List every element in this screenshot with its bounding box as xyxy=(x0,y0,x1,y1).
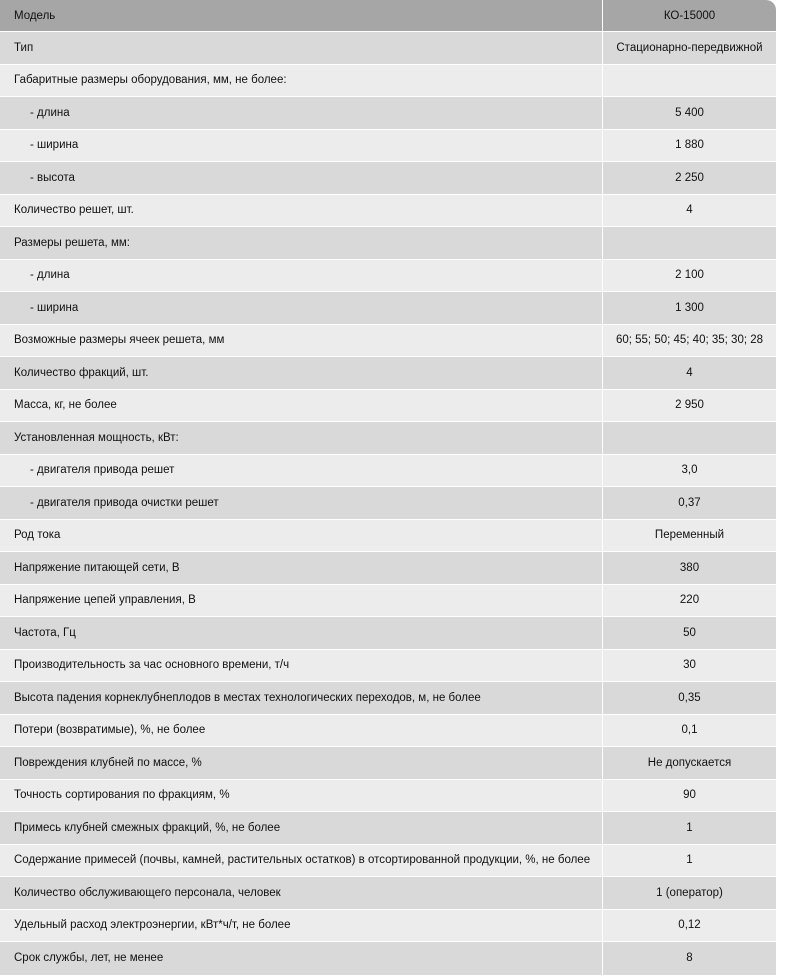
row-label: Примесь клубней смежных фракций, %, не более xyxy=(0,812,602,844)
row-value: 1 (оператор) xyxy=(602,877,776,909)
row-value: 50 xyxy=(602,617,776,649)
row-label: Срок службы, лет, не менее xyxy=(0,942,602,975)
row-value: 220 xyxy=(602,585,776,617)
table-row xyxy=(0,130,776,163)
table-row xyxy=(0,32,776,65)
table-row xyxy=(0,357,776,390)
row-label: - длина xyxy=(0,260,602,292)
row-value: 0,37 xyxy=(602,487,776,519)
header-label: Модель xyxy=(0,0,602,31)
table-row xyxy=(0,325,776,358)
table-row xyxy=(0,65,776,98)
row-value: 2 100 xyxy=(602,260,776,292)
row-value: 30 xyxy=(602,650,776,682)
row-label: Частота, Гц xyxy=(0,617,602,649)
table-row xyxy=(0,520,776,553)
table-row xyxy=(0,650,776,683)
row-value: 1 300 xyxy=(602,292,776,324)
row-label: - двигателя привода очистки решет xyxy=(0,487,602,519)
table-row xyxy=(0,845,776,878)
table-row xyxy=(0,227,776,260)
table-row xyxy=(0,682,776,715)
row-value: Не допускается xyxy=(602,747,776,779)
table-row xyxy=(0,390,776,423)
row-label: Количество обслуживающего персонала, человек xyxy=(0,877,602,909)
table-row xyxy=(0,97,776,130)
row-label: Точность сортирования по фракциям, % xyxy=(0,780,602,812)
row-label: Содержание примесей (почвы, камней, растительных остатков) в отсортированной продукции, %, не более xyxy=(0,845,602,877)
row-label: Установленная мощность, кВт: xyxy=(0,422,602,454)
header-model: КО-15000 xyxy=(602,0,776,31)
row-label: Масса, кг, не более xyxy=(0,390,602,422)
row-label: Потери (возвратимые), %, не более xyxy=(0,715,602,747)
row-value xyxy=(602,227,776,259)
row-value: 60; 55; 50; 45; 40; 35; 30; 28 xyxy=(602,325,776,357)
row-value: 1 xyxy=(602,845,776,877)
row-label: Производительность за час основного времени, т/ч xyxy=(0,650,602,682)
table-row xyxy=(0,260,776,293)
row-value xyxy=(602,422,776,454)
table-row xyxy=(0,422,776,455)
row-label: Высота падения корнеклубнеплодов в местах технологических переходов, м, не более xyxy=(0,682,602,714)
row-value: 90 xyxy=(602,780,776,812)
row-label: - ширина xyxy=(0,130,602,162)
row-value: 4 xyxy=(602,195,776,227)
row-value: Переменный xyxy=(602,520,776,552)
row-label: - ширина xyxy=(0,292,602,324)
row-value: 0,35 xyxy=(602,682,776,714)
row-value: 0,1 xyxy=(602,715,776,747)
row-value: 5 400 xyxy=(602,97,776,129)
table-row xyxy=(0,910,776,943)
row-label: Род тока xyxy=(0,520,602,552)
row-label: - двигателя привода решет xyxy=(0,455,602,487)
row-value: 3,0 xyxy=(602,455,776,487)
row-label: Удельный расход электроэнергии, кВт*ч/т, не более xyxy=(0,910,602,942)
table-row xyxy=(0,552,776,585)
row-value: 2 950 xyxy=(602,390,776,422)
row-value: 1 880 xyxy=(602,130,776,162)
table-row xyxy=(0,195,776,228)
table-header xyxy=(0,0,776,32)
table-row xyxy=(0,812,776,845)
row-value: 4 xyxy=(602,357,776,389)
table-row xyxy=(0,780,776,813)
table-row xyxy=(0,715,776,748)
row-value: 0,12 xyxy=(602,910,776,942)
row-label: - высота xyxy=(0,162,602,194)
row-label: Тип xyxy=(0,32,602,64)
row-value: 8 xyxy=(602,942,776,975)
row-value: 2 250 xyxy=(602,162,776,194)
row-label: Габаритные размеры оборудования, мм, не более: xyxy=(0,65,602,97)
row-value: 380 xyxy=(602,552,776,584)
table-row xyxy=(0,585,776,618)
row-value: 1 xyxy=(602,812,776,844)
table-row xyxy=(0,942,776,975)
row-label: Количество решет, шт. xyxy=(0,195,602,227)
row-label: Количество фракций, шт. xyxy=(0,357,602,389)
table-body xyxy=(0,32,776,975)
table-row xyxy=(0,877,776,910)
table-row xyxy=(0,455,776,488)
table-row xyxy=(0,487,776,520)
table-row xyxy=(0,747,776,780)
table-row xyxy=(0,617,776,650)
row-label: Возможные размеры ячеек решета, мм xyxy=(0,325,602,357)
table-row xyxy=(0,292,776,325)
row-label: Напряжение цепей управления, В xyxy=(0,585,602,617)
row-value xyxy=(602,65,776,97)
row-label: - длина xyxy=(0,97,602,129)
row-label: Напряжение питающей сети, В xyxy=(0,552,602,584)
row-label: Размеры решета, мм: xyxy=(0,227,602,259)
row-value: Стационарно-передвижной xyxy=(602,32,776,64)
table-row xyxy=(0,162,776,195)
row-label: Повреждения клубней по массе, % xyxy=(0,747,602,779)
